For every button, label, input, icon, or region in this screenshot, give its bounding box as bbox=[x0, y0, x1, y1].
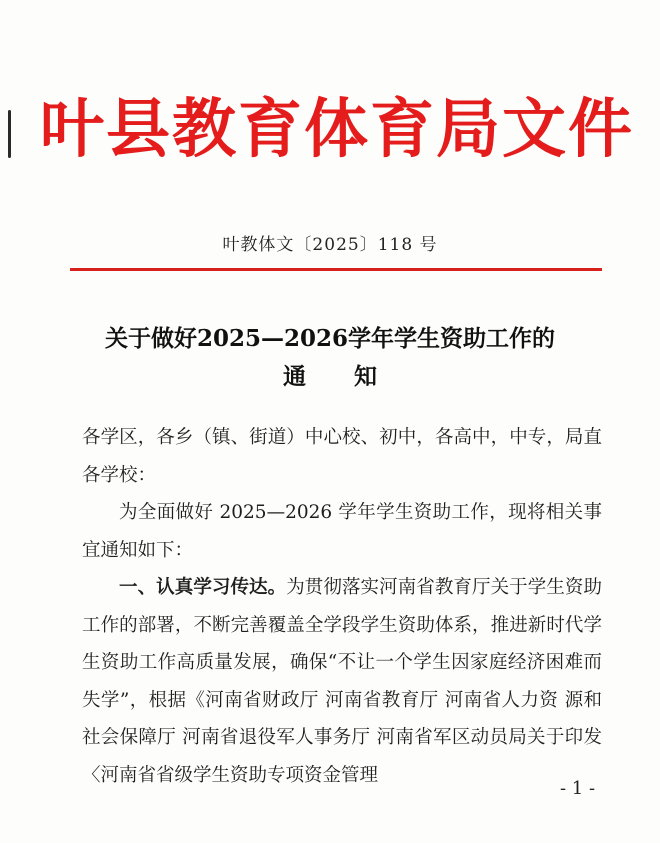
masthead-title: 叶县教育体育局文件 bbox=[40, 92, 634, 167]
section-1-text: 为贯彻落实河南省教育厅关于学生资助工作的部署，不断完善覆盖全学段学生资助体系，推进新时代学生资助工作高质量发展，确保“不让一个学生因家庭经济困难而失学”，根据《河南省财政厅 河南省教育厅 河南省人力资 源和社会保障厅 河南省退役军人事务厅 河南省军区动员局关于印发〈河南省省级学生资助专项资金管理 bbox=[82, 577, 602, 786]
red-separator-line bbox=[70, 268, 602, 271]
notice-title-line2: 通知 bbox=[283, 363, 425, 390]
document-body bbox=[82, 419, 602, 794]
binding-mark bbox=[8, 110, 11, 158]
salutation: 各学区，各乡（镇、街道）中心校、初中，各高中，中专，局直各学校： bbox=[82, 427, 602, 486]
section-1-heading: 一、认真学习传达。 bbox=[119, 577, 287, 598]
intro-paragraph: 为全面做好 2025—2026 学年学生资助工作，现将相关事宜通知如下： bbox=[82, 502, 602, 561]
section-1-paragraph bbox=[82, 569, 602, 794]
notice-title bbox=[0, 320, 660, 396]
document-number: 叶教体文〔2025〕118 号 bbox=[222, 235, 438, 255]
notice-title-line1: 关于做好2025—2026学年学生资助工作的 bbox=[104, 325, 556, 352]
page-number: - 1 - bbox=[560, 778, 596, 799]
